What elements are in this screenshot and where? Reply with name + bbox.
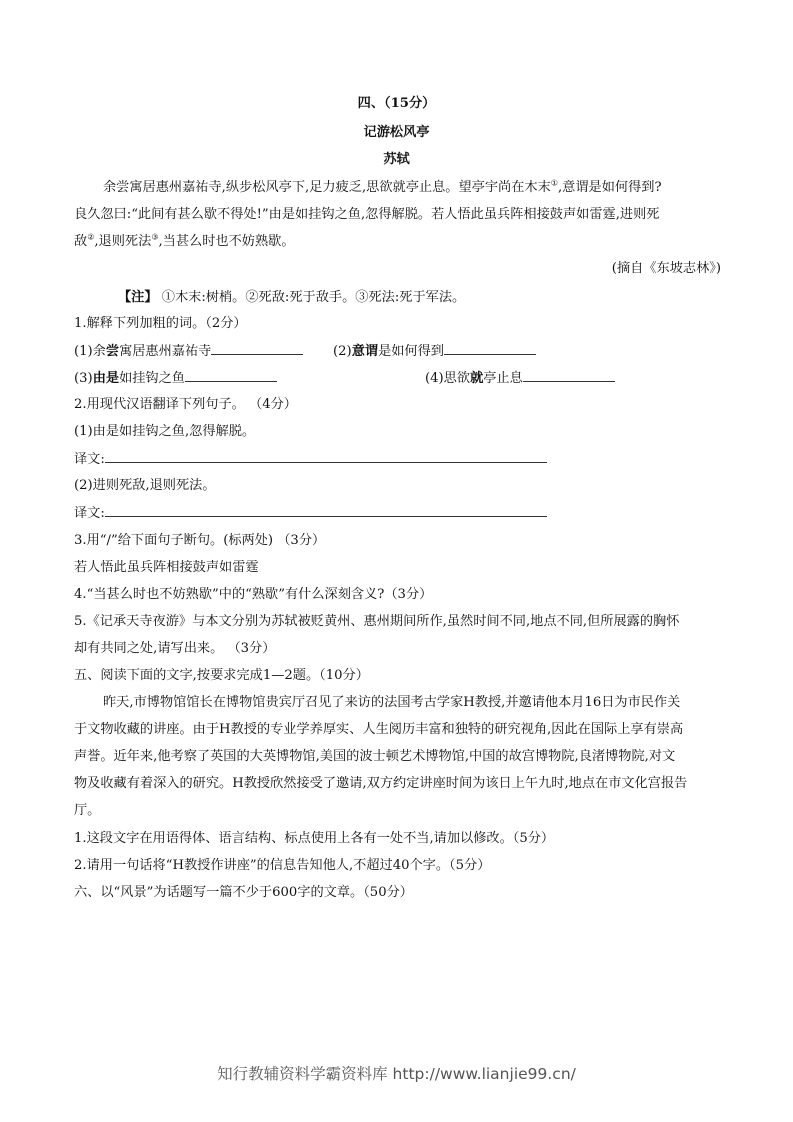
section5-para-line-3: 声誉。近年来,他考察了英国的大英博物馆,美国的波士顿艺术博物馆,中国的故宫博物院,良渚博物院,对文: [74, 749, 676, 764]
q3-prompt: 3.用“/”给下面句子断句。(标两处) （3分）: [74, 533, 326, 548]
q1-item-2: (2)意谓是如何得到: [333, 342, 536, 361]
passage-line-1: 余尝寓居惠州嘉祐寺,纵步松风亭下,足力疲乏,思欲就亭止息。望亭宇尚在木末①,意谓是如何得到?: [103, 178, 662, 195]
passage-line-3: 敌②,退则死法③,当甚么时也不妨熟歇。: [74, 232, 295, 249]
answer-blank[interactable]: [211, 342, 303, 355]
q3-text: 若人悟此虽兵阵相接鼓声如雷霆: [74, 560, 259, 575]
q1-item-4: (4)思欲就亭止息: [425, 369, 615, 388]
note-text: ①木末:树梢。②死敌:死于敌手。③死法:死于军法。: [161, 290, 466, 305]
answer-blank[interactable]: [523, 369, 615, 382]
passage-line-2: 良久忽曰:“此间有甚么歇不得处!”由是如挂钩之鱼,忽得解脱。若人悟此虽兵阵相接鼓声如雷霆,进则死: [74, 207, 660, 222]
section5-para-line-2: 于文物收藏的讲座。由于H教授的专业学养厚实、人生阅历丰富和独特的研究视角,因此在国际上享有崇高: [74, 722, 684, 737]
section5-header: 五、阅读下面的文字,按要求完成1—2题。（10分）: [74, 668, 369, 683]
q1-item-3: (3)由是如挂钩之鱼: [74, 369, 277, 388]
section6-header: 六、以“风景”为话题写一篇不少于600字的文章。（50分）: [74, 885, 413, 900]
q2-sentence-2: (2)进则死敌,退则死法。: [74, 478, 216, 493]
notes: [118, 289, 465, 307]
section5-para-line-5: 厅。: [74, 803, 101, 818]
section5-q1: 1.这段文字在用语得体、语言结构、标点使用上各有一处不当,请加以修改。（5分）: [74, 831, 555, 846]
q5-prompt-line-2: 却有共同之处,请写出来。 （3分）: [74, 641, 276, 656]
q2-translation-2: 译文:: [74, 504, 547, 523]
passage-source: (摘自《东坡志林》): [611, 261, 721, 276]
footnote-mark-3: ③: [151, 232, 159, 242]
footnote-mark-2: ②: [87, 232, 95, 242]
footer-watermark: 知行教辅资料学霸资料库 http://www.lianjie99.cn/: [217, 1065, 576, 1083]
translation-line[interactable]: [105, 450, 547, 463]
note-label: 【注】: [118, 290, 158, 305]
section5-q2: 2.请用一句话将“H教授作讲座”的信息告知他人,不超过40个字。（5分）: [74, 858, 491, 873]
passage-title: 记游松风亭: [363, 125, 430, 140]
q2-translation-1: 译文:: [74, 450, 547, 469]
q4-prompt: 4.“当甚么时也不妨熟歇”中的“熟歇”有什么深刻含义?（3分）: [74, 587, 433, 602]
passage-author: 苏轼: [383, 152, 410, 167]
q2-sentence-1: (1)由是如挂钩之鱼,忽得解脱。: [74, 424, 256, 439]
answer-blank[interactable]: [444, 342, 536, 355]
section4-header: 四、（15分）: [357, 96, 436, 111]
translation-line[interactable]: [105, 504, 547, 517]
q1-prompt: 1.解释下列加粗的词。（2分）: [74, 316, 247, 331]
footnote-mark-1: ①: [550, 178, 558, 188]
q5-prompt-line-1: 5.《记承天寺夜游》与本文分别为苏轼被贬黄州、惠州期间所作,虽然时间不同,地点不同,但所展露的胸怀: [74, 614, 680, 629]
q2-prompt: 2.用现代汉语翻译下列句子。 （4分）: [74, 397, 297, 412]
section5-para-line-4: 物及收藏有着深入的研究。H教授欣然接受了邀请,双方约定讲座时间为该日上午九时,地点在市文化宫报告: [74, 776, 688, 791]
section5-para-line-1: 昨天,市博物馆馆长在博物馆贵宾厅召见了来访的法国考古学家H教授,并邀请他本月16日为市民作关: [103, 695, 681, 710]
answer-blank[interactable]: [185, 369, 277, 382]
q1-item-1: (1)余尝寓居惠州嘉祐寺: [74, 342, 303, 361]
